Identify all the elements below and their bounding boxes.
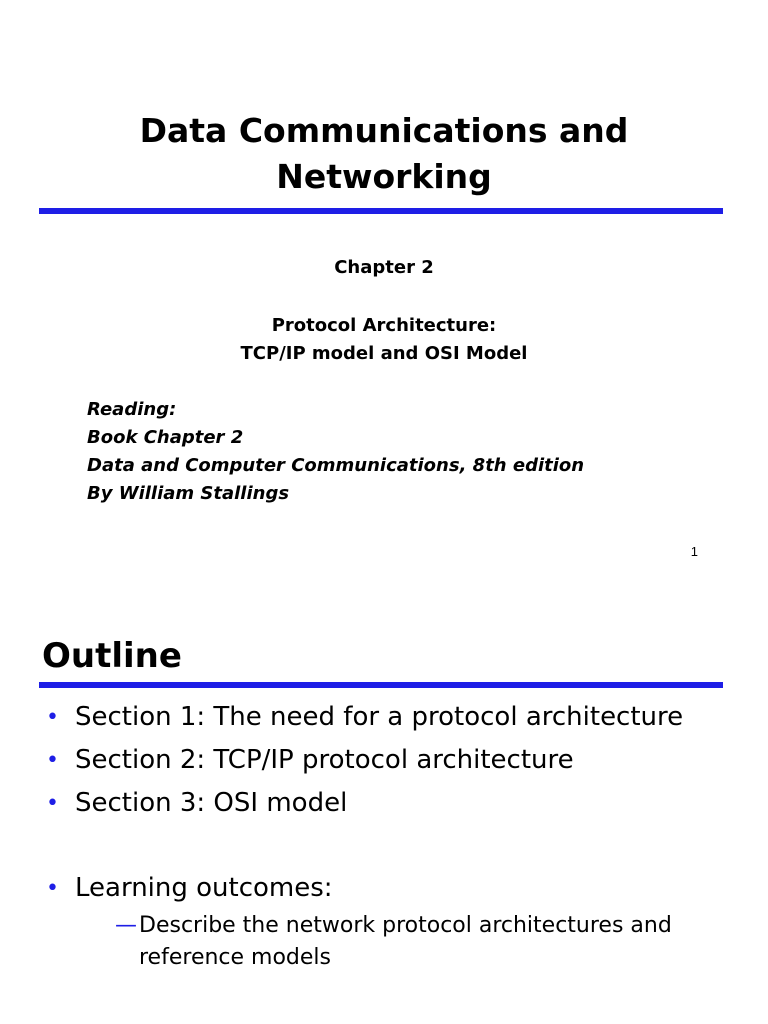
title-line-2: Networking xyxy=(276,157,492,196)
list-item xyxy=(46,739,699,782)
bullet-text: Section 3: OSI model xyxy=(75,788,348,818)
bullet-icon: • xyxy=(46,705,59,730)
list-item xyxy=(46,867,699,974)
bullet-text: Section 1: The need for a protocol architecture xyxy=(75,702,684,732)
reading-line: Book Chapter 2 xyxy=(87,427,244,448)
bullet-icon: • xyxy=(46,748,59,773)
bullet-list xyxy=(46,696,699,974)
slide-title xyxy=(0,108,768,200)
reading-line: By William Stallings xyxy=(87,483,290,504)
outline-title: Outline xyxy=(42,636,182,676)
dash-icon: — xyxy=(115,913,137,938)
bullet-text: Section 2: TCP/IP protocol architecture xyxy=(75,745,574,775)
chapter-label: Chapter 2 xyxy=(334,257,434,278)
slide-subtitle xyxy=(0,312,768,368)
list-item xyxy=(46,696,699,739)
outline-slide xyxy=(0,590,768,1024)
subtitle-line-2: TCP/IP model and OSI Model xyxy=(240,343,528,364)
subtitle-line-1: Protocol Architecture: xyxy=(271,315,497,336)
title-divider xyxy=(39,208,723,214)
sub-bullet-text: Describe the network protocol architectures and reference models xyxy=(139,913,672,970)
reading-block xyxy=(87,396,584,508)
list-item xyxy=(46,782,699,825)
bullet-text: Learning outcomes: xyxy=(75,873,333,903)
reading-line: Reading: xyxy=(87,399,177,420)
outline-divider xyxy=(39,682,723,688)
sub-bullet xyxy=(115,910,699,974)
bullet-icon: • xyxy=(46,876,59,901)
reading-line: Data and Computer Communications, 8th edition xyxy=(87,455,585,476)
title-line-1: Data Communications and xyxy=(139,111,629,150)
page-number: 1 xyxy=(690,544,698,559)
bullet-icon: • xyxy=(46,791,59,816)
